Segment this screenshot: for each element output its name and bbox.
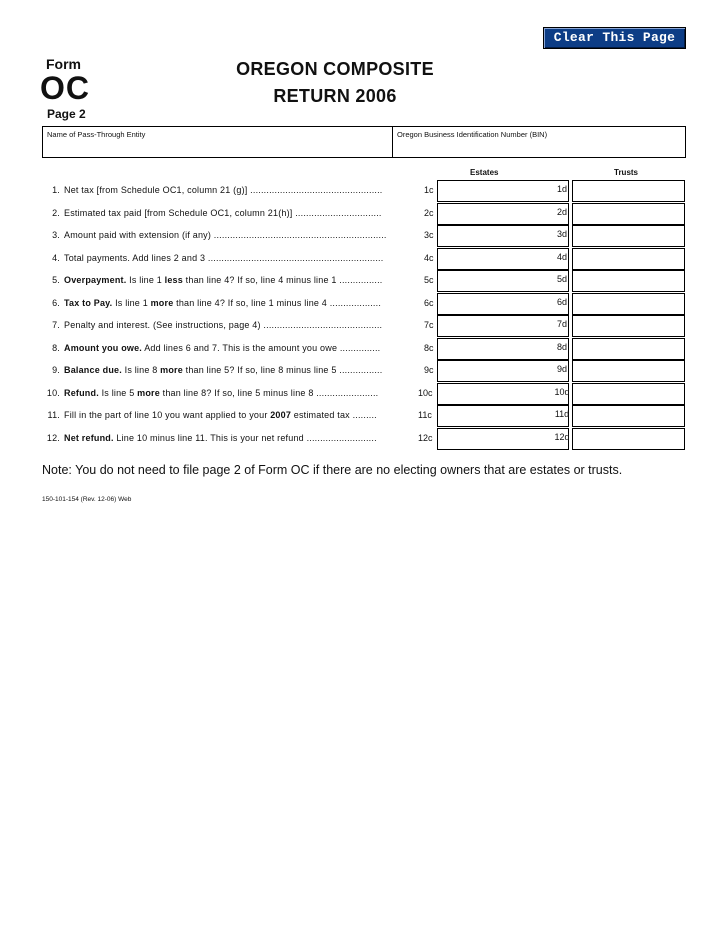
line-6-estates-input[interactable]	[437, 293, 569, 315]
line-4-trusts-input[interactable]	[572, 248, 685, 270]
form-title-line2: RETURN 2006	[273, 86, 397, 106]
field-box-divider	[392, 126, 393, 157]
line-7-trusts-input[interactable]	[572, 315, 685, 337]
line-number: 6.	[52, 298, 60, 308]
line-2-code-d: 2d	[556, 207, 567, 217]
line-text: than line 8? If so, line 5 minus line 8	[159, 388, 314, 398]
line-11-label	[42, 410, 437, 420]
line-8-estates-input[interactable]	[437, 338, 569, 360]
line-number: 8.	[52, 343, 60, 353]
line-bold-word: less	[164, 275, 183, 285]
line-number: 11.	[47, 410, 60, 420]
line-5-trusts-input[interactable]	[572, 270, 685, 292]
line-number: 12.	[46, 433, 60, 443]
leader-dots: .................................................	[247, 185, 383, 195]
form-label: Form	[46, 56, 81, 72]
line-2-label	[42, 208, 437, 218]
line-number: 1.	[52, 185, 60, 195]
line-bold-word: more	[160, 365, 183, 375]
trusts-column-header: Trusts	[614, 168, 639, 177]
line-12-code-c: 12c	[418, 433, 433, 443]
line-4-code-d: 4d	[556, 252, 567, 262]
line-6-code-d: 6d	[556, 297, 567, 307]
line-8-trusts-input[interactable]	[572, 338, 685, 360]
line-number: 9.	[52, 365, 60, 375]
line-bold-heading: Tax to Pay.	[64, 298, 113, 308]
line-bold-heading: Net refund.	[64, 433, 114, 443]
leader-dots: ...............	[337, 343, 381, 353]
line-text: Penalty and interest. (See instructions, page 4)	[64, 320, 261, 330]
line-4-label	[42, 253, 437, 263]
entity-name-label: Name of Pass-Through Entity	[47, 130, 146, 139]
line-8-label	[42, 343, 437, 353]
line-12-label	[42, 433, 437, 443]
form-title-line1: OREGON COMPOSITE	[236, 59, 434, 79]
line-number: 7.	[52, 320, 60, 330]
line-5-label	[42, 275, 437, 285]
line-10-trusts-input[interactable]	[572, 383, 685, 405]
line-12-trusts-input[interactable]	[572, 428, 685, 450]
line-10-estates-input[interactable]	[437, 383, 569, 405]
line-number: 3.	[52, 230, 60, 240]
entity-name-field[interactable]	[44, 140, 392, 157]
field-box-bottom-rule	[42, 157, 686, 158]
line-text-part: Is line 1	[126, 275, 165, 285]
line-text-part: Fill in the part of line 10 you want applied to your	[64, 410, 271, 420]
line-4-estates-input[interactable]	[437, 248, 569, 270]
line-text: Net tax [from Schedule OC1, column 21 (g)]	[64, 185, 248, 195]
line-text: Line 10 minus line 11. This is your net refund	[113, 433, 304, 443]
line-text: than line 4? If so, line 1 minus line 4	[173, 298, 328, 308]
line-bold-word: more	[150, 298, 174, 308]
line-number: 5.	[52, 275, 60, 285]
line-number: 10.	[46, 388, 60, 398]
estates-column-header: Estates	[470, 168, 499, 177]
line-9-trusts-input[interactable]	[572, 360, 685, 382]
leader-dots: ...................	[327, 298, 382, 308]
line-1-code-d: 1d	[556, 184, 567, 194]
line-7-estates-input[interactable]	[437, 315, 569, 337]
line-9-label	[42, 365, 437, 375]
line-text: Total payments. Add lines 2 and 3	[64, 253, 206, 263]
bin-field[interactable]	[395, 140, 687, 157]
line-12-estates-input[interactable]	[437, 428, 569, 450]
line-10-label	[42, 388, 437, 398]
line-2-code-c: 2c	[424, 208, 434, 218]
line-8-code-c: 8c	[424, 343, 434, 353]
line-8-code-d: 8d	[556, 342, 567, 352]
revision-code: 150-101-154 (Rev. 12-06) Web	[42, 496, 132, 503]
line-number: 4.	[52, 253, 60, 263]
line-11-estates-input[interactable]	[437, 405, 569, 427]
line-11-code-c: 11c	[418, 410, 432, 420]
line-text-part: Is line 1	[112, 298, 151, 308]
line-3-code-c: 3c	[424, 230, 434, 240]
line-7-code-c: 7c	[424, 320, 434, 330]
line-10-code-d: 10d	[554, 387, 570, 397]
line-text: than line 5? If so, line 8 minus line 5	[182, 365, 337, 375]
line-1-estates-input[interactable]	[437, 180, 569, 202]
line-number: 2.	[52, 208, 60, 218]
leader-dots: ................................	[292, 208, 382, 218]
line-bold-heading: Balance due.	[64, 365, 122, 375]
leader-dots: ................	[336, 275, 383, 285]
line-text: estimated tax	[291, 410, 350, 420]
line-text: Estimated tax paid [from Schedule OC1, column 21(h)]	[64, 208, 293, 218]
line-12-code-d: 12d	[554, 432, 570, 442]
line-7-code-d: 7d	[556, 319, 567, 329]
line-3-label	[42, 230, 437, 240]
line-9-code-d: 9d	[556, 364, 567, 374]
line-7-label	[42, 320, 437, 330]
line-11-trusts-input[interactable]	[572, 405, 685, 427]
leader-dots: ................	[336, 365, 383, 375]
leader-dots: ................................................................	[211, 230, 387, 240]
leader-dots: .........	[349, 410, 377, 420]
field-box-left-rule	[42, 126, 43, 157]
line-text: than line 4? If so, line 4 minus line 1	[182, 275, 337, 285]
line-bold-word: 2007	[270, 410, 292, 420]
line-1-label	[42, 185, 437, 195]
line-9-code-c: 9c	[424, 365, 434, 375]
leader-dots: ............................................	[260, 320, 383, 330]
line-10-code-c: 10c	[418, 388, 433, 398]
line-9-estates-input[interactable]	[437, 360, 569, 382]
line-bold-heading: Overpayment.	[64, 275, 127, 285]
line-5-estates-input[interactable]	[437, 270, 569, 292]
line-6-label	[42, 298, 437, 308]
line-1-code-c: 1c	[424, 185, 434, 195]
line-11-code-d: 11d	[554, 409, 570, 419]
line-bold-heading: Refund.	[64, 388, 99, 398]
line-5-code-d: 5d	[556, 274, 567, 284]
line-5-code-c: 5c	[424, 275, 434, 285]
clear-page-button[interactable]: Clear This Page	[543, 27, 686, 49]
form-code: OC	[40, 70, 90, 106]
line-3-estates-input[interactable]	[437, 225, 569, 247]
line-bold-heading: Amount you owe.	[64, 343, 142, 353]
line-text-part: Is line 5	[98, 388, 138, 398]
leader-dots: ..........................	[303, 433, 377, 443]
line-6-code-c: 6c	[424, 298, 434, 308]
line-2-trusts-input[interactable]	[572, 203, 685, 225]
line-6-trusts-input[interactable]	[572, 293, 685, 315]
field-box-top-rule	[42, 126, 686, 127]
line-1-trusts-input[interactable]	[572, 180, 685, 202]
line-text: Add lines 6 and 7. This is the amount you owe	[142, 343, 338, 353]
leader-dots: .................................................................	[205, 253, 384, 263]
footnote: Note: You do not need to file page 2 of Form OC if there are no electing owners that are estates or trusts.	[42, 463, 623, 477]
bin-label: Oregon Business Identification Number (BIN)	[397, 130, 548, 139]
page-label: Page 2	[47, 107, 86, 121]
line-text-part: Is line 8	[121, 365, 161, 375]
leader-dots: .......................	[313, 388, 379, 398]
line-4-code-c: 4c	[424, 253, 434, 263]
line-text: Amount paid with extension (if any)	[64, 230, 212, 240]
line-bold-word: more	[137, 388, 160, 398]
line-3-code-d: 3d	[556, 229, 567, 239]
line-2-estates-input[interactable]	[437, 203, 569, 225]
line-3-trusts-input[interactable]	[572, 225, 685, 247]
